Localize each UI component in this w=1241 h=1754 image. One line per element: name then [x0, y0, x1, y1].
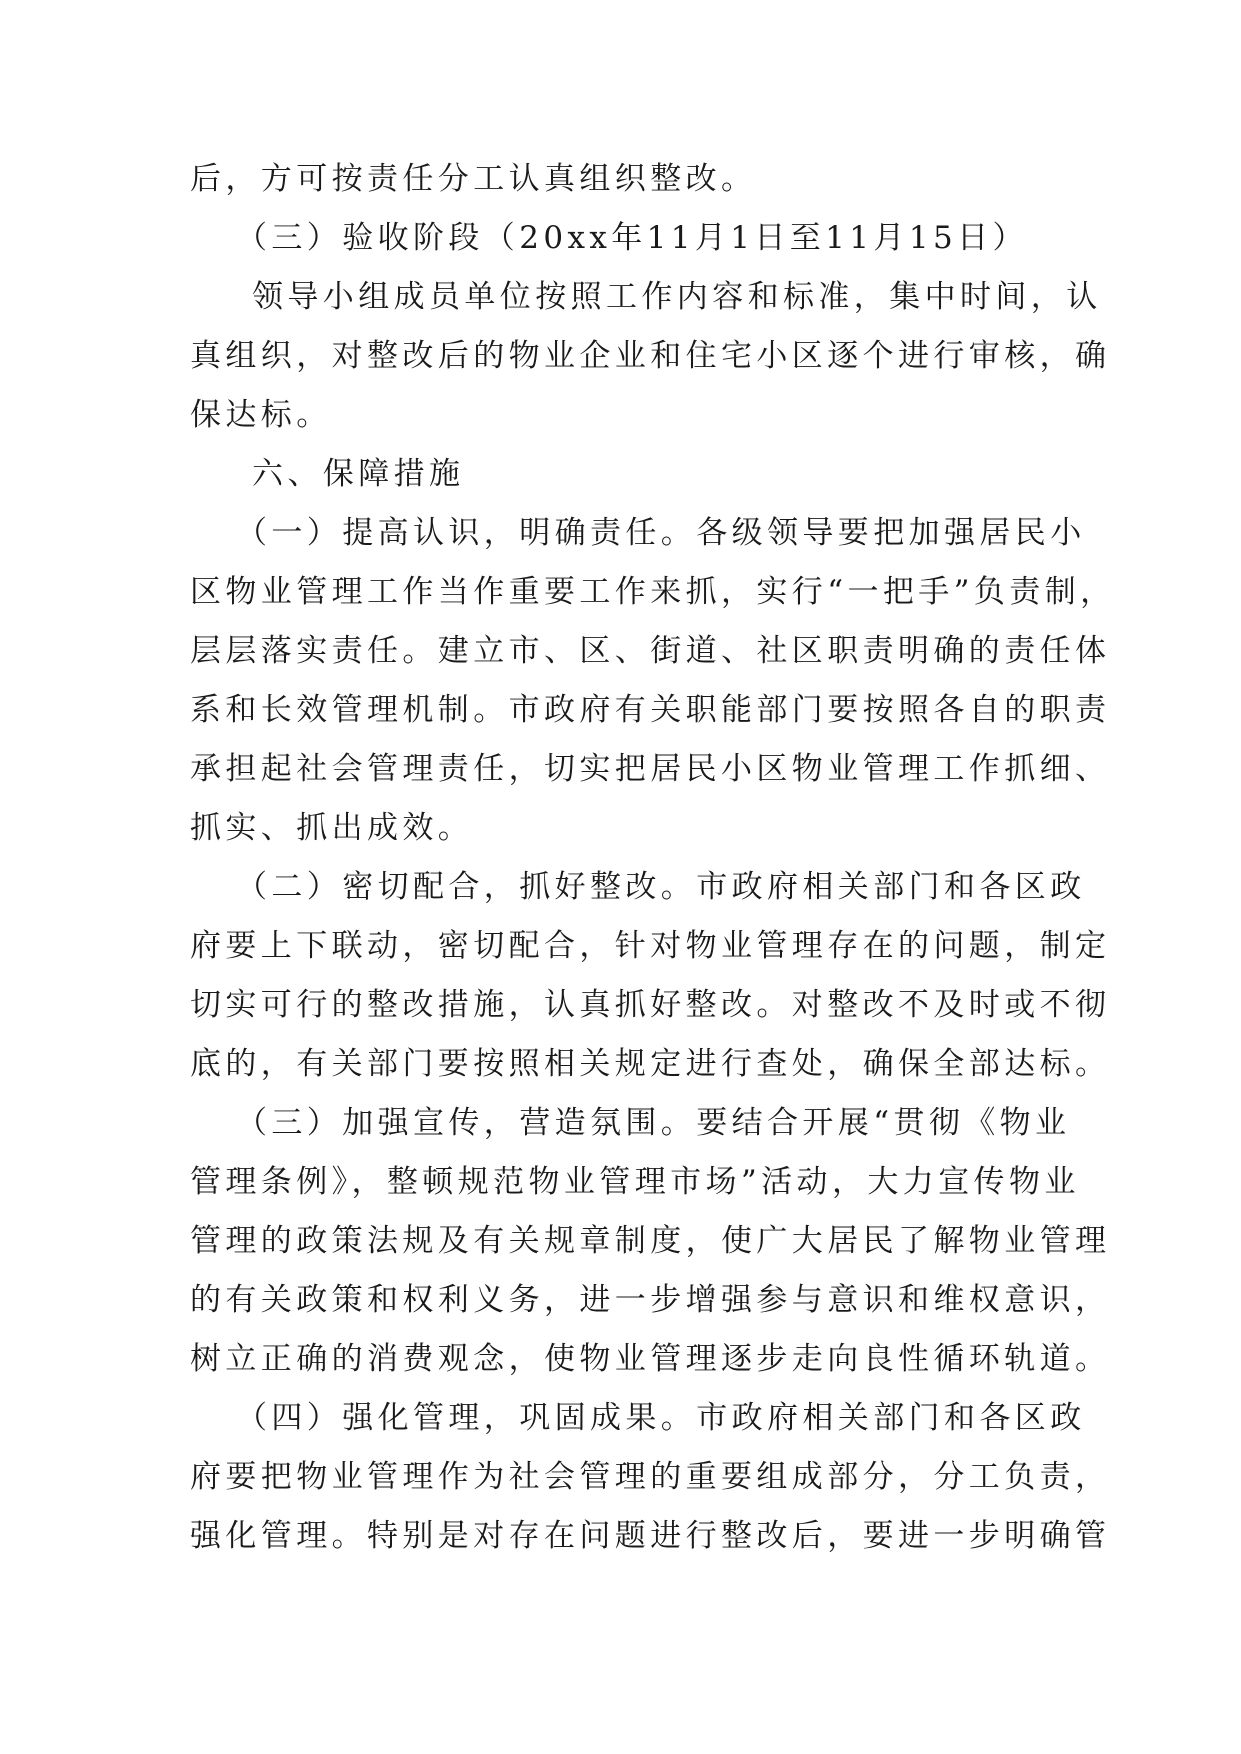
text-line: 抓实、抓出成效。: [190, 810, 474, 846]
text-line: 树立正确的消费观念，使物业管理逐步走向良性循环轨道。: [190, 1341, 1111, 1377]
text-line: （一）提高认识，明确责任。各级领导要把加强居民小: [236, 515, 1086, 551]
text-line: 的有关政策和权利义务，进一步增强参与意识和维权意识，: [190, 1282, 1111, 1318]
text-line: 区物业管理工作当作重要工作来抓，实行“一把手”负责制，: [190, 574, 1116, 610]
section-heading-acceptance: （三）验收阶段（20xx年11月1日至11月15日）: [236, 220, 1028, 256]
text-line: （二）密切配合，抓好整改。市政府相关部门和各区政: [236, 869, 1086, 905]
text-line: 底的，有关部门要按照相关规定进行查处，确保全部达标。: [190, 1046, 1111, 1082]
text-line: 府要上下联动，密切配合，针对物业管理存在的问题，制定: [190, 928, 1111, 964]
text-line: 管理的政策法规及有关规章制度，使广大居民了解物业管理: [190, 1223, 1111, 1259]
text-line: （三）加强宣传，营造氛围。要结合开展“贯彻《物业: [236, 1105, 1071, 1141]
text-line: 领导小组成员单位按照工作内容和标准，集中时间，认: [252, 279, 1102, 315]
text-line: 切实可行的整改措施，认真抓好整改。对整改不及时或不彻: [190, 987, 1111, 1023]
section-heading-safeguards: 六、保障措施: [252, 456, 465, 492]
text-line: 承担起社会管理责任，切实把居民小区物业管理工作抓细、: [190, 751, 1111, 787]
text-line: 系和长效管理机制。市政府有关职能部门要按照各自的职责: [190, 692, 1111, 728]
document-body: [190, 150, 1116, 1566]
text-line: 管理条例》，整顿规范物业管理市场”活动，大力宣传物业: [190, 1164, 1080, 1200]
text-line: 层层落实责任。建立市、区、街道、社区职责明确的责任体: [190, 633, 1111, 669]
text-line: 真组织，对整改后的物业企业和住宅小区逐个进行审核，确: [190, 338, 1111, 374]
text-line: 府要把物业管理作为社会管理的重要组成部分，分工负责，: [190, 1459, 1111, 1495]
text-line: 强化管理。特别是对存在问题进行整改后，要进一步明确管: [190, 1518, 1111, 1554]
text-line: （四）强化管理，巩固成果。市政府相关部门和各区政: [236, 1400, 1086, 1436]
text-line: 后，方可按责任分工认真组织整改。: [190, 161, 757, 197]
text-line: 保达标。: [190, 397, 332, 433]
